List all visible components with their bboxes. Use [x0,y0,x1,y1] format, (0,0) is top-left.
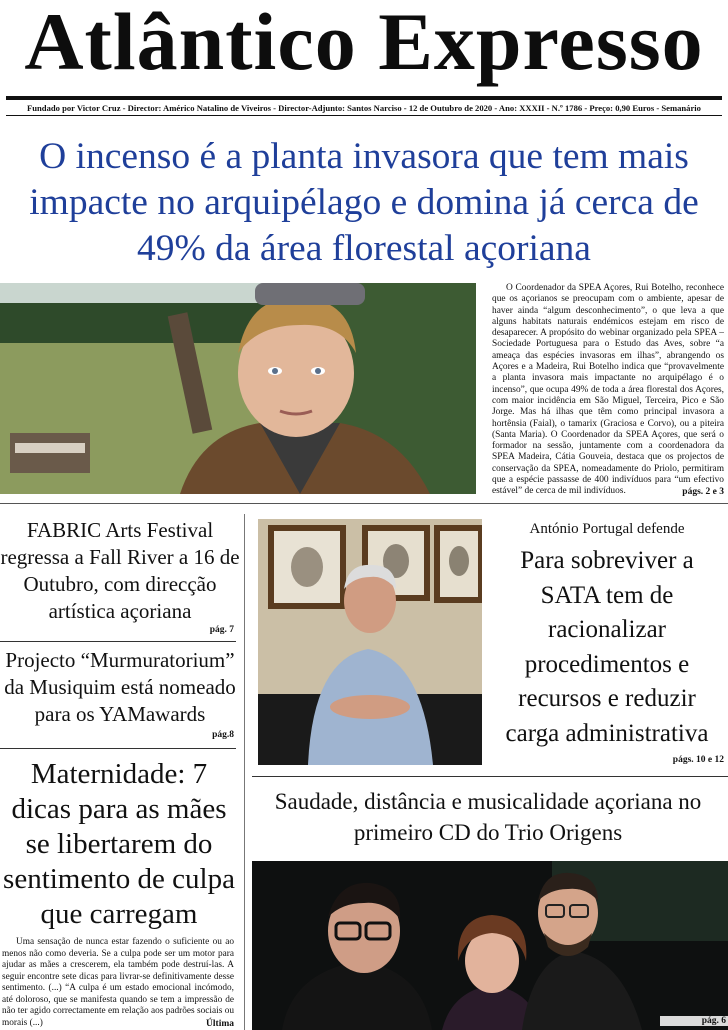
lead-photo[interactable] [0,283,476,494]
maternidade-headline[interactable]: Maternidade: 7 dicas para as mães se libertarem do sentimento de culpa que carregam [3,758,235,930]
masthead-info-line: Fundado por Victor Cruz - Director: Américo Natalino de Viveiros - Director-Adjunto: Santos Narciso - 12 de Outubro de 2020 - Ano: XXXII - N.º 1786 - Preço: 0,90 Euros - Semanário [27,103,701,113]
murmuratorium-headline[interactable]: Projecto “Murmuratorium” da Musiquim está nomeado para os YAMawards [4,648,236,726]
sata-photo[interactable] [258,519,482,765]
sata-kicker: António Portugal defende [529,521,685,537]
info-rule [6,115,722,116]
right-divider [252,776,728,777]
left-divider-2 [0,748,236,749]
trio-origens-photo[interactable] [252,861,728,1030]
sata-headline[interactable]: Para sobreviver a SATA tem de racionalizar procedimentos e recursos e reduzir carga administrativa [505,547,709,747]
column-divider [244,514,245,1030]
sata-photo-image [258,519,482,765]
section-divider [0,503,728,504]
newspaper-masthead: Atlântico Expresso [24,0,704,87]
lead-headline[interactable]: O incenso é a planta invasora que tem mais impacte no arquipélago e domina já cerca de 49% da área florestal açoriana [29,136,699,269]
fabric-page-ref[interactable]: pág. 7 [209,625,234,635]
trio-origens-page-ref[interactable]: pág. 6 [660,1016,728,1026]
left-divider-1 [0,641,236,642]
fabric-festival-headline[interactable]: FABRIC Arts Festival regressa a Fall River a 16 de Outubro, com direcção artística açoriana [0,518,240,623]
lead-page-ref[interactable]: págs. 2 e 3 [682,487,724,497]
maternidade-page-ref[interactable]: Última [206,1019,234,1029]
masthead-rule [6,96,722,100]
lead-photo-image [0,283,476,494]
murmuratorium-page-ref[interactable]: pág.8 [212,730,234,740]
lead-body-text: O Coordenador da SPEA Açores, Rui Botelho, reconhece que os açorianos se preocupam com o ambiente, apesar de haver ainda “algum desconhecimento”, o que leva a que alguns habitats naturais endémicos estejam em risco de desaparecer. A propósito do webinar organizado pela SPEA – Sociedade Portuguesa para o Estudo das Aves, sobre “a ameaça das espécies invasoras em ilhas”, abrangendo os Açores e a Madeira, Rui Botelho indica que “provavelmente a planta invasora mais impactante no arquipélago é o incenso”, que ocupa 49% de toda a área florestal dos Açores, com maior incidência em São Miguel, Terceira, Pico e São Jorge. Mas há ilhas que têm como principal invasora a hortênsia (Faial), o tamarix (Graciosa e Corvo), ou a piteira (Santa Maria). O Coordenador da SPEA Açores, que será o formador na sessão, juntamente com a coordenadora da SPEA Madeira, Cátia Gouveia, destaca que os projectos de conservação da SPEA, nomeadamente do Priolo, permitiram que a espécie passasse de 400 indivíduos para “um efectivo estável” de cerca de mil indivíduos. [492,283,724,497]
trio-origens-headline[interactable]: Saudade, distância e musicalidade açoriana no primeiro CD do Trio Origens [274,789,702,845]
maternidade-body-text: Uma sensação de nunca estar fazendo o suficiente ou ao menos não como deveria. Se a culpa pode ser um motor para ajudar as mães a crescerem, ela também pode destruí-las. A seguir encontre sete dicas para livrar-se definitivamente desse sentimento. (...) “A culpa é um estado emocional incómodo, até doloroso, que se manifesta quando se tem a impressão de não ter agido correctamente em relação aos padrões sociais ou morais (...) [2,937,234,1028]
trio-origens-photo-image [252,861,728,1030]
sata-page-ref[interactable]: págs. 10 e 12 [672,755,724,765]
